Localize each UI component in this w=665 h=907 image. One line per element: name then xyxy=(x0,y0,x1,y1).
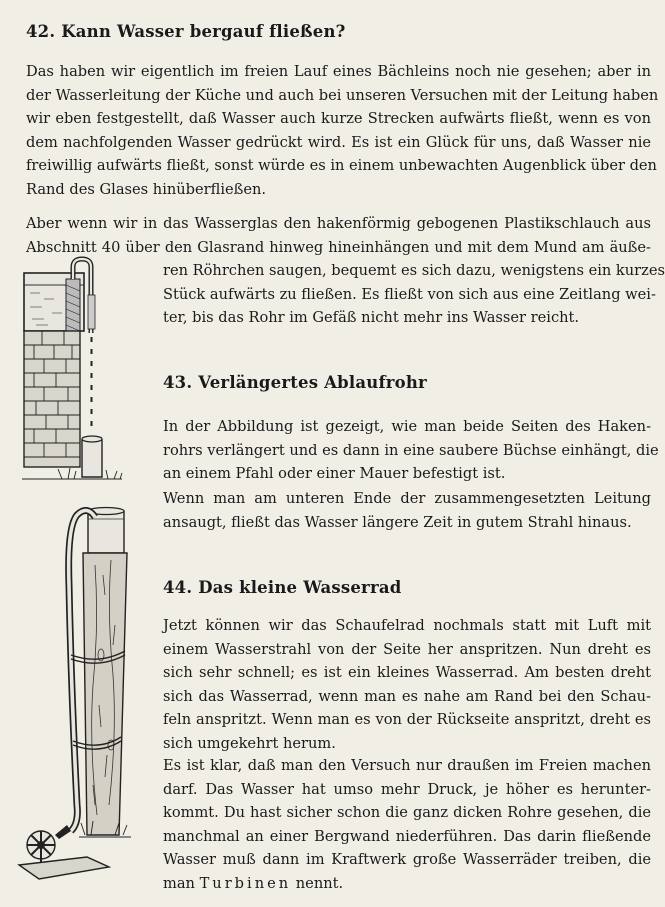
text-line: Das haben wir eigentlich im freien Lauf eines Bächleins noch nie gesehen; aber in xyxy=(26,63,651,80)
text-line: an einem Pfahl oder einer Mauer befestigt ist. xyxy=(163,465,506,483)
text-line: dem nachfolgenden Wasser gedrückt wird. Es ist ein Glück für uns, daß Wasser nie xyxy=(26,133,651,151)
text-line: ter, bis das Rohr im Gefäß nicht mehr ins Wasser reicht. xyxy=(163,309,580,327)
section-44-paragraph-1 xyxy=(163,614,651,756)
text-line: einem Wasserstrahl von der Seite her anspritzen. Nun dreht es xyxy=(163,640,651,658)
text-line: Jetzt können wir das Schaufelrad nochmals statt mit Luft mit xyxy=(163,617,651,634)
emphasized-word: Turbinen xyxy=(199,874,292,892)
section-42-paragraph-2-indented xyxy=(163,259,665,330)
section-42-paragraph-2-full xyxy=(26,212,651,259)
text-line: rohrs verlängert und es dann in eine saubere Büchse einhängt, die xyxy=(163,441,659,459)
text-line: Aber wenn wir in das Wasserglas den hakenförmig gebogenen Plastikschlauch aus xyxy=(26,215,651,232)
text-line: Stück aufwärts zu fließen. Es fließt von sich aus eine Zeitlang wei- xyxy=(163,285,656,303)
text-line: kommt. Du hast sicher schon die ganz dicken Rohre gesehen, die xyxy=(163,804,651,822)
text-line: darf. Das Wasser hat umso mehr Druck, je höher es herunter- xyxy=(163,780,651,798)
text-line: Es ist klar, daß man den Versuch nur draußen im Freien machen xyxy=(163,757,651,774)
text-line: Wenn man am unteren Ende der zusammengesetzten Leitung xyxy=(163,490,651,507)
hose-on-post-with-waterwheel-illustration xyxy=(15,505,135,883)
text-line: freiwillig aufwärts fließt, sonst würde es in einem unbewachten Augenblick über den xyxy=(26,157,657,175)
section-44-paragraph-2 xyxy=(163,754,651,896)
text-line: feln anspritzt. Wenn man es von der Rückseite anspritzt, dreht es xyxy=(163,711,651,729)
section-43-paragraph-2 xyxy=(163,487,651,534)
text-line: Abschnitt 40 über den Glasrand hinweg hineinhängen und mit dem Mund am äuße- xyxy=(26,238,651,256)
text-line: Wasser muß dann im Kraftwerk große Wasserräder treiben, die xyxy=(163,851,651,869)
section-43-paragraph-1 xyxy=(163,415,659,486)
text-line: sich das Wasserrad, wenn man es nahe am Rand bei den Schau- xyxy=(163,687,651,705)
section-42-paragraph-1 xyxy=(26,60,659,202)
text-line: ren Röhrchen saugen, bequemt es sich dazu, wenigstens ein kurzes xyxy=(163,262,665,279)
text-line: sich sehr schnell; es ist ein kleines Wasserrad. Am besten dreht xyxy=(163,664,651,682)
text-line: der Wasserleitung der Küche und auch bei unseren Versuchen mit der Leitung haben xyxy=(26,86,659,104)
text-line: man Turbinen nennt. xyxy=(163,874,344,892)
text-line: sich umgekehrt herum. xyxy=(163,734,336,752)
section-42-title: 42. Kann Wasser bergauf fließen? xyxy=(26,22,346,41)
text-line: ansaugt, fließt das Wasser längere Zeit in gutem Strahl hinaus. xyxy=(163,513,632,531)
text-line: manchmal an einer Bergwand niederführen. Das darin fließende xyxy=(163,827,651,845)
text-line: wir eben festgestellt, daß Wasser auch kurze Strecken aufwärts fließt, wenn es von xyxy=(26,110,651,128)
section-44-title: 44. Das kleine Wasserrad xyxy=(163,578,402,597)
section-43-title: 43. Verlängertes Ablaufrohr xyxy=(163,373,427,392)
text-line: Rand des Glases hinüberfließen. xyxy=(26,180,267,198)
siphon-glass-on-wall-illustration xyxy=(22,255,132,490)
text-line: In der Abbildung ist gezeigt, wie man beide Seiten des Haken- xyxy=(163,418,651,435)
